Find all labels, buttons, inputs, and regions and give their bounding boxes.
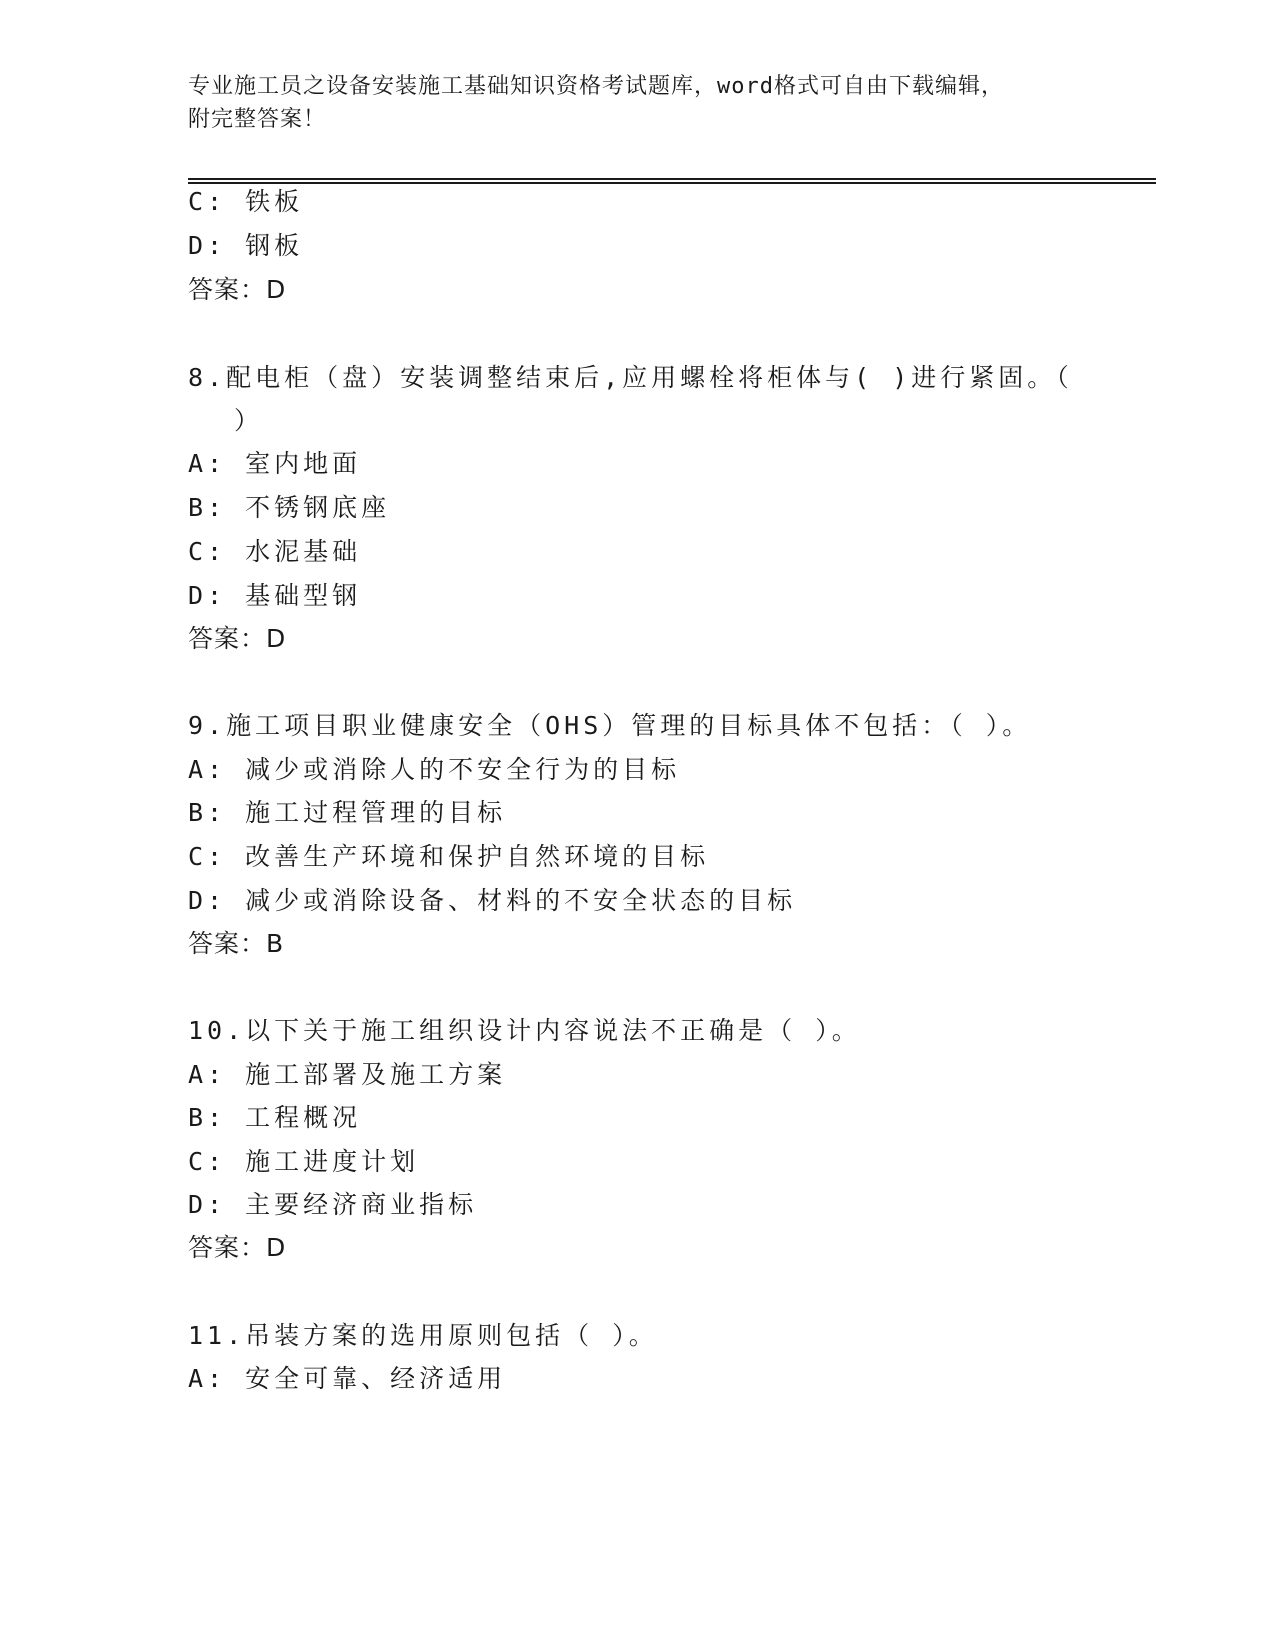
option-a: A: 减少或消除人的不安全行为的目标	[188, 755, 681, 784]
option-c: C: 铁板	[188, 187, 304, 216]
option-d: D: 钢板	[188, 231, 304, 260]
option-c: C: 改善生产环境和保护自然环境的目标	[188, 842, 710, 871]
option-a: A: 室内地面	[188, 449, 362, 478]
question-10-stem: 10.以下关于施工组织设计内容说法不正确是（ ）。	[188, 1016, 861, 1045]
rule-bottom	[188, 182, 1156, 184]
header-line-1: 专业施工员之设备安装施工基础知识资格考试题库，word格式可自由下载编辑，	[188, 74, 1004, 99]
option-b: B: 施工过程管理的目标	[188, 798, 507, 827]
option-d: D: 主要经济商业指标	[188, 1190, 478, 1219]
option-a: A: 安全可靠、经济适用	[188, 1364, 507, 1393]
header-double-rule	[188, 178, 1156, 184]
option-d: D: 减少或消除设备、材料的不安全状态的目标	[188, 886, 797, 915]
answer-line: 答案：D	[188, 624, 287, 653]
question-9-stem: 9.施工项目职业健康安全（OHS）管理的目标具体不包括：（ ）。	[188, 711, 1032, 740]
question-11-stem: 11.吊装方案的选用原则包括（ ）。	[188, 1321, 658, 1350]
option-d: D: 基础型钢	[188, 581, 362, 610]
option-b: B: 不锈钢底座	[188, 493, 391, 522]
document-header	[188, 70, 1168, 136]
header-line-2: 附完整答案！	[188, 107, 327, 132]
question-8-stem-continued: ）	[234, 406, 264, 435]
answer-line: 答案：D	[188, 1233, 287, 1262]
answer-line: 答案：D	[188, 275, 287, 304]
option-c: C: 施工进度计划	[188, 1147, 420, 1176]
option-c: C: 水泥基础	[188, 537, 362, 566]
rule-top	[188, 178, 1156, 180]
option-a: A: 施工部署及施工方案	[188, 1060, 507, 1089]
question-8-stem: 8.配电柜（盘）安装调整结束后,应用螺栓将柜体与( )进行紧固。（	[188, 363, 1073, 392]
option-b: B: 工程概况	[188, 1103, 362, 1132]
answer-line: 答案：B	[188, 929, 285, 958]
